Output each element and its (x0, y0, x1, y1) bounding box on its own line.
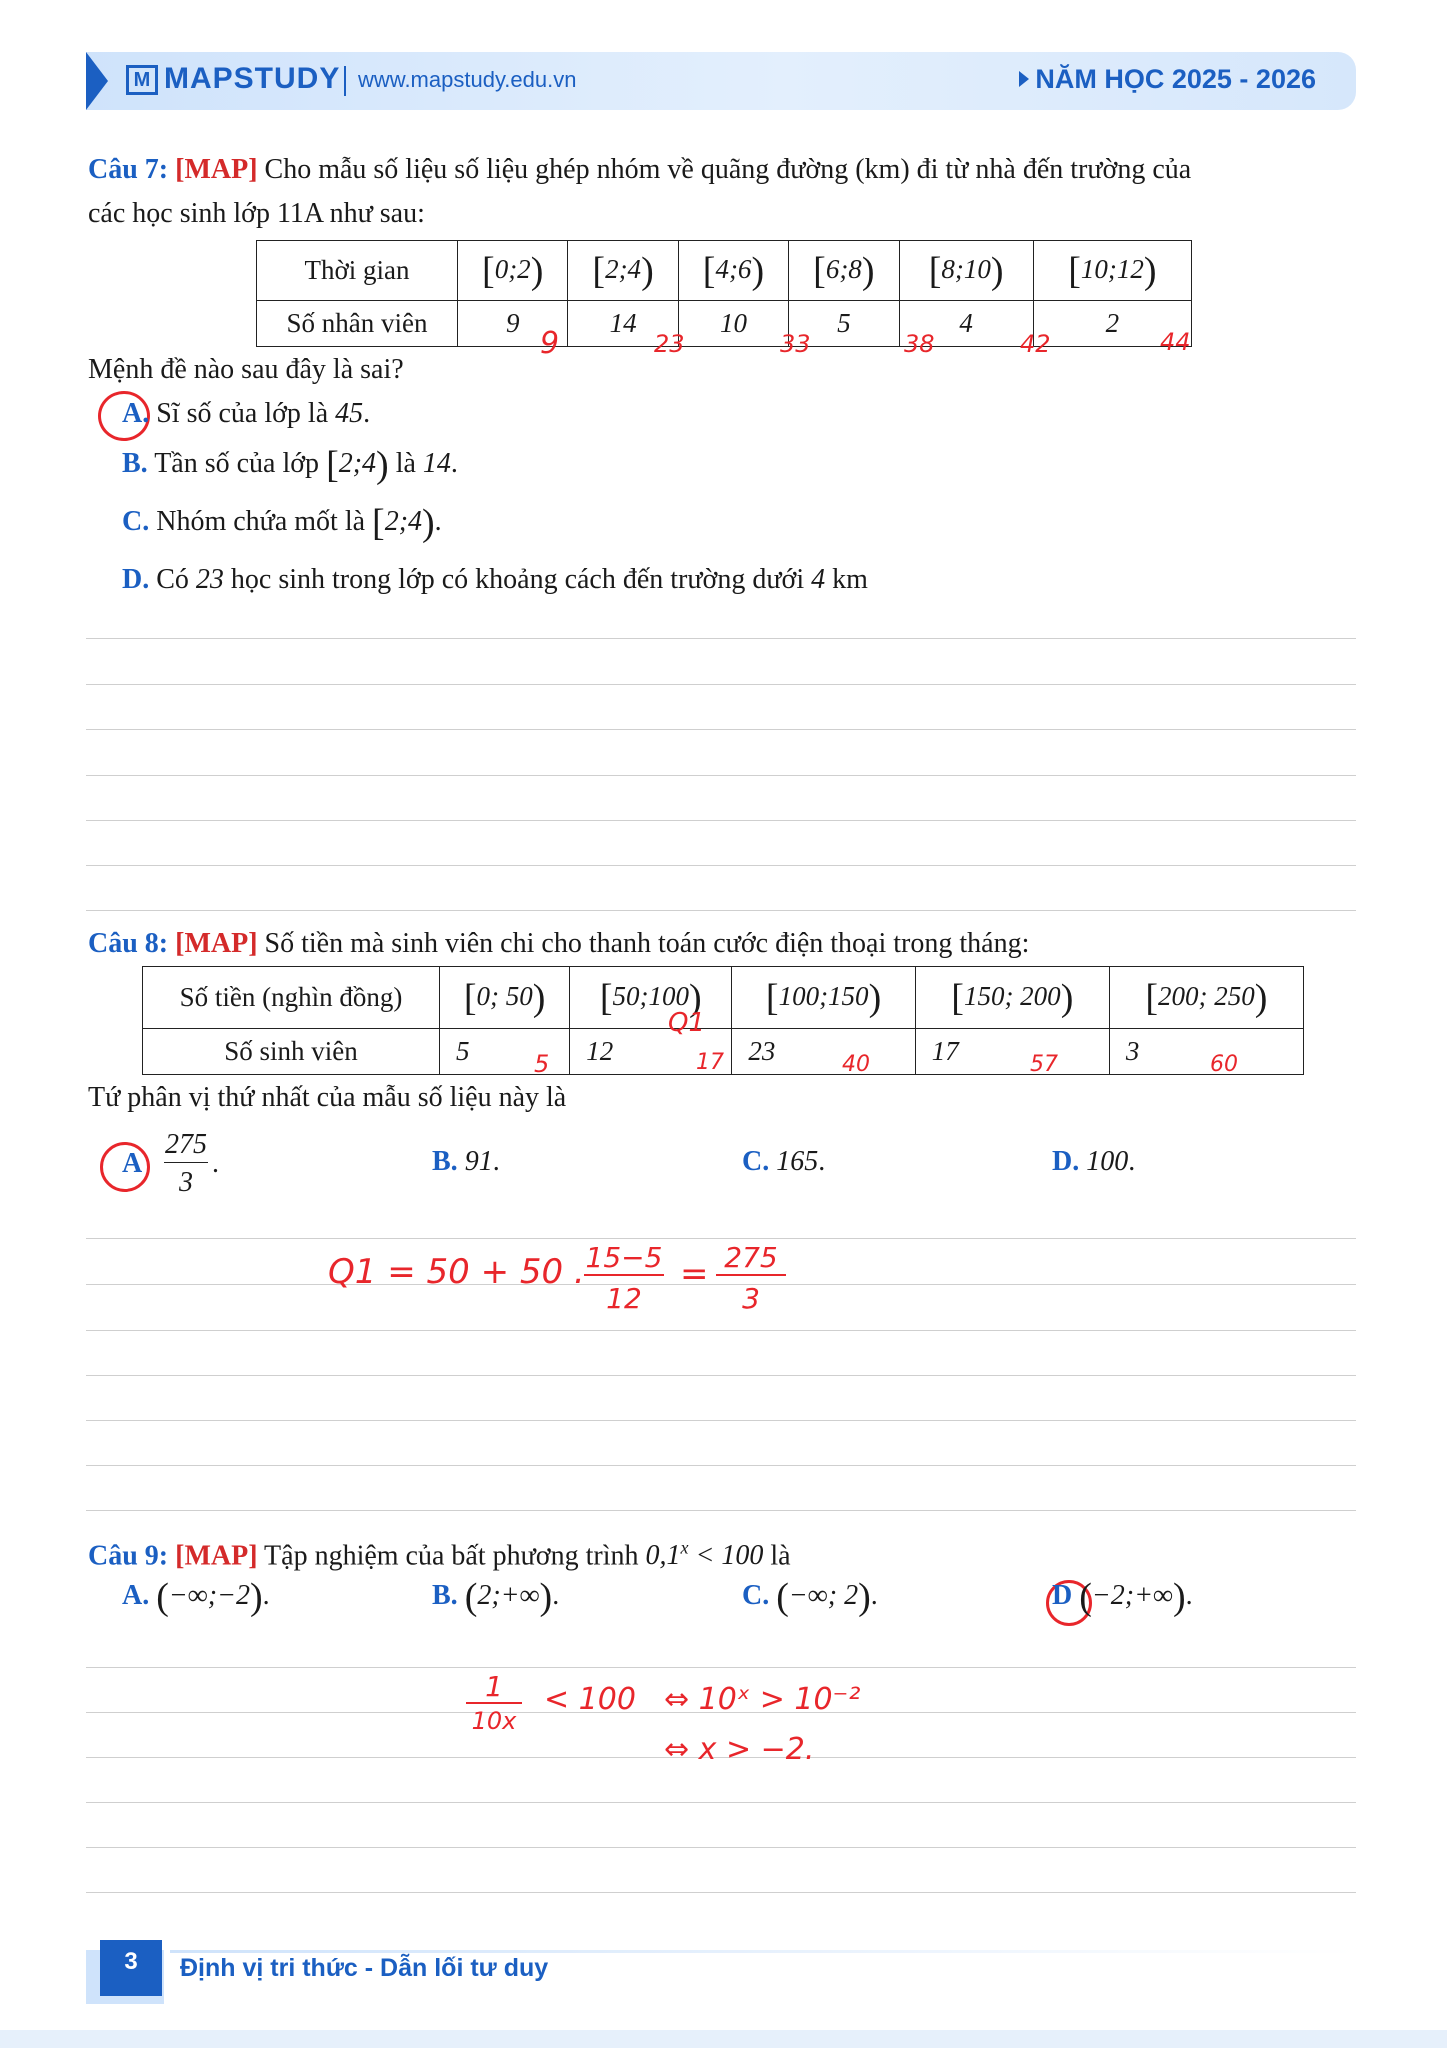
q7-tag: [MAP] (175, 154, 258, 185)
q7-hw-cum: 38 (904, 330, 935, 358)
q7-count: 5 (789, 301, 899, 347)
q8-group: [0; 50) (440, 967, 570, 1029)
q7-hw-cum: 9 (540, 326, 560, 361)
q8-text (88, 922, 1029, 966)
q8-hw-cum: 40 (842, 1052, 870, 1077)
q7-group: [0;2) (458, 241, 568, 301)
q9-body: Tập nghiệm của bất phương trình (264, 1540, 639, 1572)
ruled-line (86, 684, 1356, 685)
q7-group: [2;4) (568, 241, 678, 301)
q8-count: 12 (570, 1029, 732, 1075)
q7-group: [10;12) (1033, 241, 1191, 301)
ruled-line (86, 865, 1356, 866)
page-header (86, 52, 1356, 110)
q7-label: Câu 7: (88, 154, 169, 185)
q8-hw-cum: 60 (1210, 1052, 1238, 1077)
q7-text (88, 148, 1358, 192)
q7-count: 9 (458, 301, 568, 347)
q8-table-row-groups (143, 967, 1304, 1029)
q7-text-line1: Cho mẫu số liệu số liệu ghép nhóm về quãng đường (km) đi từ nhà đến trường của (264, 154, 1192, 185)
q7-group: [8;10) (899, 241, 1033, 301)
q8-hw-work-den: 12 (606, 1282, 642, 1315)
q9-tag: [MAP] (175, 1540, 258, 1572)
q9-hw-frac-den: 10x (471, 1707, 517, 1735)
ruled-line (86, 1465, 1356, 1466)
page-number: 3 (100, 1940, 162, 1996)
footer-line (170, 1950, 1356, 1953)
q7-header-count: Số nhân viên (257, 301, 458, 347)
q7-hw-cum: 23 (654, 330, 685, 358)
q7-table-row-groups (257, 241, 1192, 301)
q7-count: 14 (568, 301, 678, 347)
q8-hw-res-den: 3 (742, 1282, 760, 1315)
ruled-line (86, 1802, 1356, 1803)
q7-hw-cum: 33 (780, 330, 811, 358)
q8-hw-cum: 5 (534, 1050, 550, 1078)
q8-hw-work-num: 15−5 (585, 1241, 663, 1274)
q7-hw-cum: 44 (1160, 328, 1191, 356)
ruled-line (86, 1420, 1356, 1421)
q7-count: 10 (678, 301, 788, 347)
q8-header-count: Số sinh viên (143, 1029, 440, 1075)
q8-option-d[interactable]: D. 100. (1052, 1146, 1136, 1177)
q8-group: [150; 200) (915, 967, 1109, 1029)
q7-option-b[interactable]: B. Tần số của lớp [2;4) là 14. (122, 444, 458, 486)
q7-hw-cum: 42 (1020, 330, 1051, 358)
q7-count: 4 (899, 301, 1033, 347)
bottom-band (0, 2030, 1447, 2048)
header-year: NĂM HỌC 2025 - 2026 (1019, 64, 1316, 95)
q7-table-row-counts (257, 301, 1192, 347)
header-chevron (86, 52, 108, 110)
q8-hw-cum: 57 (1030, 1052, 1058, 1077)
q9-option-c[interactable]: C. (−∞; 2). (742, 1576, 878, 1618)
ruled-line (86, 1510, 1356, 1511)
q8-count: 3 (1109, 1029, 1303, 1075)
q7-question: Mệnh đề nào sau đây là sai? (88, 354, 404, 385)
q8-group: [100;150) (732, 967, 915, 1029)
q8-hw-work-eq: = (680, 1254, 709, 1294)
q7-count: 2 (1033, 301, 1191, 347)
triangle-icon (1019, 71, 1029, 87)
q8-label: Câu 8: (88, 928, 169, 959)
q8-option-b[interactable]: B. 91. (432, 1146, 500, 1177)
q8-group: [200; 250) (1109, 967, 1303, 1029)
q7-text-line2: các học sinh lớp 11A như sau: (88, 198, 425, 229)
q8-count: 23 (732, 1029, 915, 1075)
header-divider (344, 66, 346, 96)
q9-label: Câu 9: (88, 1540, 169, 1572)
q9-hw-line2: ⇔ x > −2. (664, 1732, 815, 1767)
ruled-line (86, 775, 1356, 776)
q8-body: Số tiền mà sinh viên chi cho thanh toán cước điện thoại trong tháng: (264, 928, 1030, 959)
q7-table (256, 240, 1192, 347)
q8-hw-q1-mark: Q1 (668, 1008, 706, 1038)
ruled-line (86, 1375, 1356, 1376)
q9-option-d[interactable]: D (−2;+∞). (1052, 1576, 1193, 1618)
q9-hw-frac-num: 1 (466, 1672, 522, 1704)
q9-hw-line1-rest: < 100 (544, 1682, 636, 1717)
ruled-line (86, 1847, 1356, 1848)
ruled-line (86, 910, 1356, 911)
q9-expression: 0,1$^x$ < 100 (645, 1538, 764, 1572)
q7-group: [6;8) (789, 241, 899, 301)
q7-option-c[interactable]: C. Nhóm chứa mốt là [2;4). (122, 502, 442, 544)
ruled-line (86, 638, 1356, 639)
ruled-line (86, 1330, 1356, 1331)
q8-question: Tứ phân vị thứ nhất của mẫu số liệu này là (88, 1082, 567, 1113)
q8-tag: [MAP] (175, 928, 258, 959)
footer-slogan: Định vị tri thức - Dẫn lối tư duy (180, 1954, 549, 1982)
q9-text-end: là (770, 1540, 791, 1572)
logo-mark: M (126, 65, 158, 95)
q9-text (88, 1526, 791, 1578)
ruled-line (86, 1892, 1356, 1893)
q8-count: 17 (915, 1029, 1109, 1075)
q7-group: [4;6) (678, 241, 788, 301)
q8-count: 5 (440, 1029, 570, 1075)
q9-option-a[interactable]: A. (−∞;−2). (122, 1576, 270, 1618)
ruled-line (86, 1667, 1356, 1668)
ruled-line (86, 729, 1356, 730)
ruled-line (86, 1238, 1356, 1239)
q8-header-money: Số tiền (nghìn đồng) (143, 967, 440, 1029)
q8-option-c[interactable]: C. 165. (742, 1146, 826, 1177)
q8-hw-work-lhs: Q1 = 50 + 50 . (328, 1252, 585, 1292)
header-url[interactable]: www.mapstudy.edu.vn (358, 67, 577, 92)
logo-text: MAPSTUDY (164, 62, 341, 95)
q8-group: [50;100) (570, 967, 732, 1029)
q8-hw-res-num: 275 (716, 1242, 786, 1276)
q7-option-d[interactable]: D. Có 23 học sinh trong lớp có khoảng cách đến trường dưới 4 km (122, 564, 868, 595)
q9-hw-line1-b: ⇔ 10ˣ > 10⁻² (664, 1682, 861, 1717)
q7-option-a[interactable]: A. Sĩ số của lớp là 45. (122, 398, 371, 429)
q8-hw-cum: 17 (696, 1050, 724, 1075)
q7-header-time: Thời gian (257, 241, 458, 301)
ruled-line (86, 820, 1356, 821)
q9-option-b[interactable]: B. (2;+∞). (432, 1576, 560, 1618)
